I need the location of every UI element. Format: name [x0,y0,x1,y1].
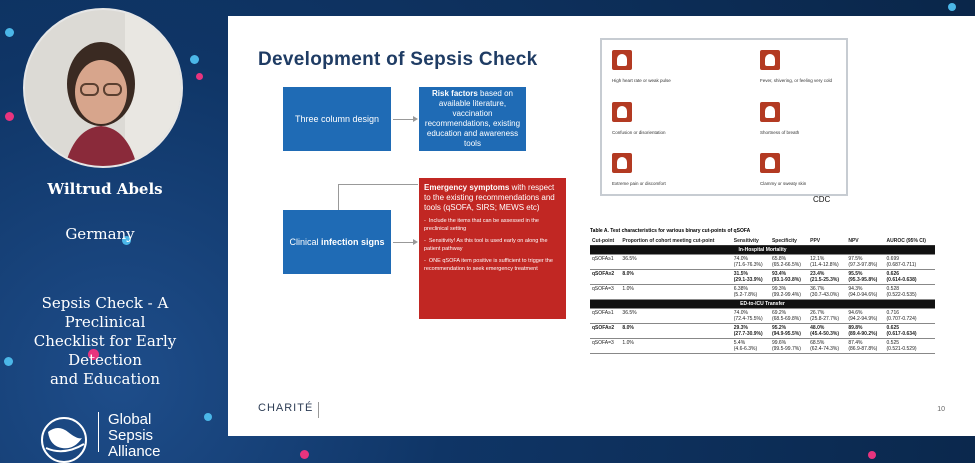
presentation-slide [228,16,975,436]
table-cell: 1.0% [620,339,731,354]
data-table [590,237,935,354]
box-text: Clinical [289,237,321,247]
table-section-label: ED-to-ICU Transfer [590,300,935,309]
table-cell: 0.625 (0.617-0.634) [885,324,935,339]
table-cell: 0.528 (0.522-0.535) [885,285,935,300]
qsofa-table [590,228,935,354]
table-header-cell: Specificity [770,237,808,246]
table-cell: 8.0% [620,270,731,285]
logo-line: Global [108,411,152,428]
footer-divider [318,402,319,418]
table-cell: 5.4% (4.6-6.3%) [732,339,770,354]
clinical-signs-box [283,210,391,274]
table-row [590,309,935,324]
connector-line [338,184,418,185]
arrowhead [413,116,418,122]
table-row [590,255,935,270]
box-text: based on available literature, vaccination recommendations, existing education and awareness tools [424,89,521,148]
speaker-name: Wiltrud Abels [47,180,163,198]
arrowhead [413,239,418,245]
table-cell: 48.0% (45.4-50.3%) [808,324,846,339]
decorative-dot [948,3,956,11]
table-cell: 6.38% (5.2-7.8%) [732,285,770,300]
talk-title-line: Checklist for Early Detection [33,332,177,369]
table-section-label: In-Hospital Mortality [590,246,935,255]
table-cell: 12.1% (11.4-12.8%) [808,255,846,270]
table-cell: qSOFA≥2 [590,324,620,339]
table-cell: 8.0% [620,324,731,339]
speaker-video [23,8,183,168]
cdc-item: Clammy or sweaty skin [760,181,807,186]
table-cell: 1.0% [620,285,731,300]
table-body [590,246,935,354]
talk-title-line: Sepsis Check - A Preclinical [41,294,169,331]
table-cell: 29.3% (27.7-30.9%) [732,324,770,339]
bullet-text: Include the items that can be assessed in the preclinical setting [424,218,539,232]
box-bold-label: Emergency symptoms [424,183,510,192]
table-row [590,324,935,339]
three-column-box [283,87,391,151]
box-label: Three column design [294,114,380,124]
talk-title [0,294,210,389]
arrow [393,242,413,243]
decorative-dot [300,450,309,459]
bullet-text: ONE qSOFA item positive is sufficient to trigger the recommendation to seek emergency treatment [424,258,553,272]
table-header-cell: NPV [846,237,884,246]
table-cell: qSOFA=3 [590,339,620,354]
table-cell: 93.4% (93.1-93.8%) [770,270,808,285]
talk-title-line: and Education [49,370,161,388]
speaker-avatar-icon [25,10,181,166]
breath-icon [760,102,780,122]
cdc-item: Fever, shivering, or feeling very cold [760,78,833,83]
speaker-country: Germany [65,225,135,243]
table-header-cell: Proportion of cohort meeting cut-point [620,237,731,246]
cdc-item: High heart rate or weak pulse [612,78,671,83]
table-cell: qSOFA≥2 [590,270,620,285]
table-row [590,285,935,300]
table-cell: qSOFA=3 [590,285,620,300]
bullet-item: - Include the items that can be assessed in the preclinical setting [424,218,539,232]
alliance-logo-text [108,412,161,460]
logo-line: Alliance [108,443,161,460]
table-cell: 69.2% (68.5-69.8%) [770,309,808,324]
table-cell: 0.525 (0.521-0.529) [885,339,935,354]
table-cell: 0.699 (0.687-0.711) [885,255,935,270]
table-cell: 68.5% (62.4-74.3%) [808,339,846,354]
emergency-heading [424,183,561,213]
table-cell: 23.4% (21.5-25.3%) [808,270,846,285]
table-section-row [590,246,935,255]
bullet-item: - Sensitivity! As this tool is used early on along the patient pathway [424,238,548,252]
table-header-cell: Cut-point [590,237,620,246]
table-cell: qSOFA≥1 [590,309,620,324]
table-cell: 89.8% (89.4-90.2%) [846,324,884,339]
table-cell: 36.7% (30.7-43.0%) [808,285,846,300]
table-cell: qSOFA≥1 [590,255,620,270]
fever-icon [760,50,780,70]
table-cell: 97.5% (97.3-97.8%) [846,255,884,270]
table-cell: 36.5% [620,255,731,270]
box-text: with respect to the existing recommendations and tools (qSOFA, SIRS; MEWS etc) [424,183,555,212]
bullet-item: - ONE qSOFA item positive is sufficient to trigger the recommendation to seek emergency treatment [424,258,553,272]
table-cell: 99.3% (99.2-99.4%) [770,285,808,300]
pain-icon [612,153,632,173]
bullet-text: Sensitivity! As this tool is used early on along the patient pathway [424,238,548,252]
table-cell: 87.4% (86.9-87.8%) [846,339,884,354]
table-cell: 95.5% (95.3-95.8%) [846,270,884,285]
connector-line [338,184,339,210]
table-cell: 36.5% [620,309,731,324]
charite-logo: CHARITÉ [258,402,314,414]
slide-title: Development of Sepsis Check [258,49,538,70]
table-cell: 0.626 (0.614-0.638) [885,270,935,285]
table-cell: 65.8% (65.2-66.5%) [770,255,808,270]
cdc-item: Shortness of breath [760,130,800,135]
table-header-cell: PPV [808,237,846,246]
table-cell: 0.716 (0.707-0.724) [885,309,935,324]
clammy-skin-icon [760,153,780,173]
table-caption: Table A. Test characteristics for various binary cut-points of qSOFA [590,228,751,234]
table-cell: 94.3% (94.0-94.6%) [846,285,884,300]
table-header-cell: AUROC (95% CI) [885,237,935,246]
table-cell: 26.7% (25.8-27.7%) [808,309,846,324]
table-cell: 99.6% (99.5-99.7%) [770,339,808,354]
page-number: 10 [937,406,945,413]
box-label [289,237,384,247]
table-section-row [590,300,935,309]
globe-icon [38,410,98,463]
confusion-icon [612,102,632,122]
table-cell: 94.6% (94.2-94.9%) [846,309,884,324]
cdc-item: Confusion or disorientation [612,130,666,135]
table-row [590,270,935,285]
table-cell: 31.5% (29.1-33.9%) [732,270,770,285]
emergency-symptoms-box [419,178,566,319]
speaker-panel [0,0,228,463]
box-bold-label: infection signs [321,237,385,247]
emergency-bullets [424,218,561,273]
heart-rate-icon [612,50,632,70]
arrow [393,119,413,120]
table-cell: 95.2% (94.9-95.5%) [770,324,808,339]
table-cell: 74.0% (72.4-75.5%) [732,309,770,324]
decorative-dot [868,451,876,459]
logo-line: Sepsis [108,427,154,444]
box-bold-label: Risk factors [432,89,478,98]
table-header-cell: Sensitivity [732,237,770,246]
table-row [590,339,935,354]
table-cell: 74.0% (71.6-76.3%) [732,255,770,270]
risk-factors-box [419,87,526,151]
cdc-symptom-panel [600,38,848,196]
cdc-label: CDC [813,195,831,204]
table-header-row [590,237,935,246]
logo-divider [98,412,99,452]
cdc-item: Extreme pain or discomfort [612,181,666,186]
